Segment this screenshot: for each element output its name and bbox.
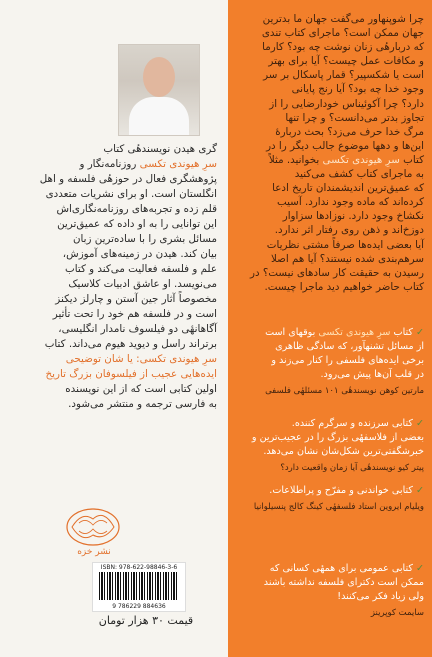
intro-line: که دربارهٔی زنان نوشت چه بود؟ کارما [262,41,424,54]
quote-line: در قلب آن‌ها پیش می‌رود. [320,369,424,380]
publisher-name: نشر خزه [77,547,111,557]
quote-line [238,417,424,431]
quote-line: از مسائل تشنهآور، که سادگی ظاهری [275,341,424,352]
intro-line: چرا شوپنهاور می‌گفت جهان ما بدترین [262,13,424,25]
intro-line: رسیدن به حقیقت کار سادهای نیست؟ در [250,266,424,279]
bio-line: اولین کتابی است که از این نویسنده [65,383,217,395]
barcode-number: 9 786229 884636 [112,603,166,610]
intro-line: مرگ خدا حرف می‌زد؟ بحث دربارهٔ [275,125,424,138]
intro-text [238,12,424,294]
publisher-logo-icon [64,505,122,547]
intro-line: وجود خدا چه بود؟ آیا رنج پایانی [291,83,424,96]
barcode-bars [99,572,179,600]
bio-line: است و در فلسفه هم خود را تحت تأثیر [52,308,217,320]
bio-line-highlight: سرِ هیوندی تکسی: یا شان توضیحی [65,353,217,365]
intro-line [238,153,424,167]
quote-line [238,326,424,340]
checkmark-icon: ✓ [415,485,424,496]
bio-text: روزنامه‌نگار و [79,158,137,170]
intro-line: آیا بعضی ایده‌ها صرفاً مشتی نظریات [266,238,424,251]
bio-line: گری هیدن نویسندهٔی کتاب [103,143,217,155]
bio-line [12,157,217,172]
intro-line: سرهم‌بندی شده نیستند؟ آیا هم اصلا [271,252,424,265]
intro-line: جهان ممکن است؟ ماجرای کتاب تندی [261,27,424,40]
bio-line: آگاهانهٔی دو فیلسوف نامدار انگلیسی، [58,323,217,335]
checkmark-icon: ✓ [415,563,424,574]
intro-line: نکشاخ وجود دارد. نوزادها سزاوار [282,210,424,223]
author-head [143,57,175,97]
author-photo [118,44,200,136]
quote-line [238,484,424,498]
intro-line: کتاب حاضر خواهیم دید ماجرا چیست. [264,280,424,293]
bio-line: این توانایی را به او داده که عمیق‌ترین [57,218,217,230]
book-title-highlight: سرِ هیوندی تکسی [139,158,217,170]
quote-line: بعضی از فلاسفهٔی بزرگ را در عجیب‌ترین و [251,432,424,443]
quote-line: ممکن است دکترای فلسفه نداشته باشند [263,577,424,588]
quote-line [238,562,424,576]
quote-text: کتاب [393,327,413,338]
bio-line: انگلستان است. او برای نشریات متعددی [45,188,217,200]
review-quote [238,562,424,620]
checkmark-icon: ✓ [415,327,424,338]
bio-line-highlight: ایده‌هایی عجیب از فیلسوفان بزرگ تاریخ [45,368,217,380]
bio-line: علم و فلسفه فعالیت می‌کند و کتاب [65,263,217,275]
quote-source: سایمت کوپرینز [370,608,424,618]
quote-source: مارتین کوهن نویسندهٔی ۱۰۱ مسئلهٔی فلسفی [265,386,424,396]
intro-line: تجاوز بدتر می‌دانست؟ و چرا تنها [285,111,424,124]
intro-line: و مکافات عمل چیست؟ آیا برای بهتر [268,55,424,68]
right-panel [228,0,432,657]
bio-line: می‌نویسد. او عاشق ادبیات کلاسیک [68,278,217,290]
quote-text: بوقهای است [265,327,316,338]
intro-text-span: کتاب [403,153,424,166]
quote-line: خبرشگفتی‌ترین شکل‌شان نشان می‌دهد. [263,446,424,457]
review-quote [238,417,424,475]
quote-source: پیتر کیو نویسندهٔی آیا زمان واقعیت دارد؟ [280,463,424,473]
review-quote [238,326,424,398]
bio-line: بیان کند. هیدن در زمینه‌های آموزش، [62,248,217,260]
author-shirt [129,97,189,135]
intro-line: دارد؟ چرا آکوئیناس خودارضایی را از [269,97,424,110]
intro-line: که عمیق‌ترین اندیشمندان تاریخ ادعا [272,182,424,195]
bio-line: مسائل بشری را با ساده‌ترین زبان [72,233,217,245]
review-quote [238,484,424,514]
quote-text: کتابی عمومی برای همهٔی کسانی که [269,563,413,574]
author-bio [12,142,217,412]
intro-line: دوزخ‌اند و ذهن روی رفتار اثر ندارد. [274,224,424,237]
intro-line: کرده‌اند که ماده وجود ندارد. آسیب [276,196,424,209]
bio-line: پژوهشگری فعال در حوزهٔی فلسفه و اهل [39,173,217,185]
bio-line: قلم زده و تجربه‌های روزنامه‌نگاری‌اش [56,203,217,215]
quote-line: برخی ایده‌های فلسفی را کنار می‌زند و [271,355,424,366]
price-label: قیمت ۳۰ هزار تومان [98,614,194,627]
intro-line: این‌ها و دهها موضوع جالب دیگر را در [266,139,424,152]
bio-line: به فارسی ترجمه و منتشر می‌شود. [68,398,217,410]
intro-text-span: بخوانید. مثلاً [268,153,320,166]
checkmark-icon: ✓ [415,418,424,429]
isbn-label: ISBN: 978-622-98846-3-6 [100,564,178,571]
quote-source: ویلیام ایروین استاد فلسفهٔی کینگ کالج پنسیلوانیا [253,502,424,512]
book-title-highlight: سرِ هیوندی تکسی [318,327,391,338]
intro-line: به ماجرای کتاب کشف می‌کنید [294,168,424,181]
bio-line: برتراند راسل و دیوید هیوم می‌داند. کتاب [44,338,217,350]
quote-text: کتابی سرزنده و سرگرم کننده. [291,418,413,429]
bio-line: مخصوصاً آثار جین آستن و چارلز دیکنز [55,293,217,305]
quote-line: ولی زیاد فکر می‌کنند! [337,591,424,602]
book-title-highlight: سرِ هیوندی تکسی [322,153,400,166]
quote-text: کتابی خواندنی و مفرّح و پراطلاعات. [269,485,413,496]
intro-line: است یا شکسپیر؟ قمار پاسکال بر سر [263,69,424,82]
barcode [92,562,186,612]
